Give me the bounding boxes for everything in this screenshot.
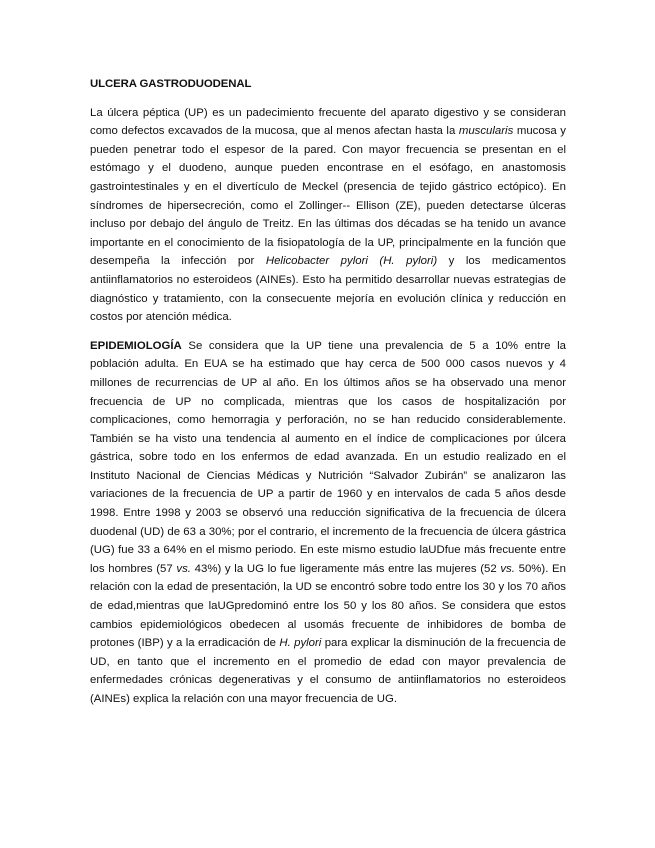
document-page: [90, 75, 566, 719]
text-run: 50%). En relación con la edad de presentación, la UD se encontró sobre todo entre los 30 y los 70 años de edad,mientras que laUGpredominó entre los 50 y los 80 años. Se considera que estos cambios epidemiológicos obedecen al usomás frecuente de inhibidores de bomba de protones (IBP) y a la erradicación de: [90, 562, 566, 650]
italic-run-vs: vs.: [176, 562, 191, 575]
text-run: La úlcera péptica (UP) es un padecimiento frecuente del aparato digestivo y se consideran como defectos excavados de la mucosa, que al menos afectan hasta la: [90, 106, 566, 138]
text-run: Se considera que la UP tiene una prevalencia de 5 a 10% entre la población adulta. En EUA se ha estimado que hay cerca de 500 000 casos nuevos y 4 millones de recurrencias de UP al año. En los últimos años se ha observado una menor frecuencia de UP no complicada, mientras que los casos de hospitalización por complicaciones, como hemorragia y perforación, no se han reducido considerablemente. También se ha visto una tendencia al aumento en el índice de complicaciones por úlcera gástrica, sobre todo en los enfermos de edad avanzada. En un estudio realizado en el Instituto Nacional de Ciencias Médicas y Nutrición “Salvador Zubirán” se analizaron las variaciones de la frecuencia de UP a partir de 1960 y en intervalos de cada 5 años desde 1998. Entre 1998 y 2003 se observó una reducción significativa de la frecuencia de úlcera duodenal (UD) de 63 a 30%; por el contrario, el incremento de la frecuencia de úlcera gástrica (UG) fue 33 a 64% en el mismo periodo. En este mismo estudio laUDfue más frecuente entre los hombres (57: [90, 339, 566, 575]
document-title: ULCERA GASTRODUODENAL: [90, 78, 252, 90]
intro-paragraph: [90, 104, 566, 327]
italic-run-muscularis: muscularis: [458, 125, 514, 138]
italic-run-vs: vs.: [500, 562, 515, 575]
italic-run-h-pylori: H. pylori: [279, 637, 322, 650]
italic-run-helicobacter: Helicobacter pylori (H. pylori): [265, 255, 438, 268]
text-run: y los medicamentos antiinflamatorios no esteroideos (AINEs). Esto ha permitido desarrollar nuevas estrategias de diagnóstico y tratamiento, con la consecuente mejoría en evolución clínica y reducción en costos por atención médica.: [90, 255, 566, 324]
text-run: para explicar la disminución de la frecuencia de UD, en tanto que el incremento en el promedio de edad con mayor prevalencia de enfermedades crónicas degenerativas y el consumo de antiinflamatorios no esteroideos (AINEs) explica la relación con una mayor frecuencia de UG.: [90, 637, 566, 705]
text-run: 43%) y la UG lo fue ligeramente más entre las mujeres (52: [190, 562, 501, 575]
text-run: mucosa y pueden penetrar todo el espesor de la pared. Con mayor frecuencia se presentan en el estómago y el duodeno, aunque pueden encontrase en el esófago, en anastomosis gastrointestinales y en el divertículo de Meckel (presencia de tejido gástrico ectópico). En síndromes de hipersecreción, como el Zollinger-- Ellison (ZE), pueden detectarse úlceras incluso por debajo del ángulo de Treitz. En las últimas dos décadas se ha tenido un avance importante en el conocimiento de la fisiopatología de la UP, principalmente en la función que desempeña la infección por: [90, 125, 566, 268]
epidemiology-paragraph: [90, 337, 566, 709]
section-heading-epidemiologia: EPIDEMIOLOGÍA: [90, 339, 182, 352]
